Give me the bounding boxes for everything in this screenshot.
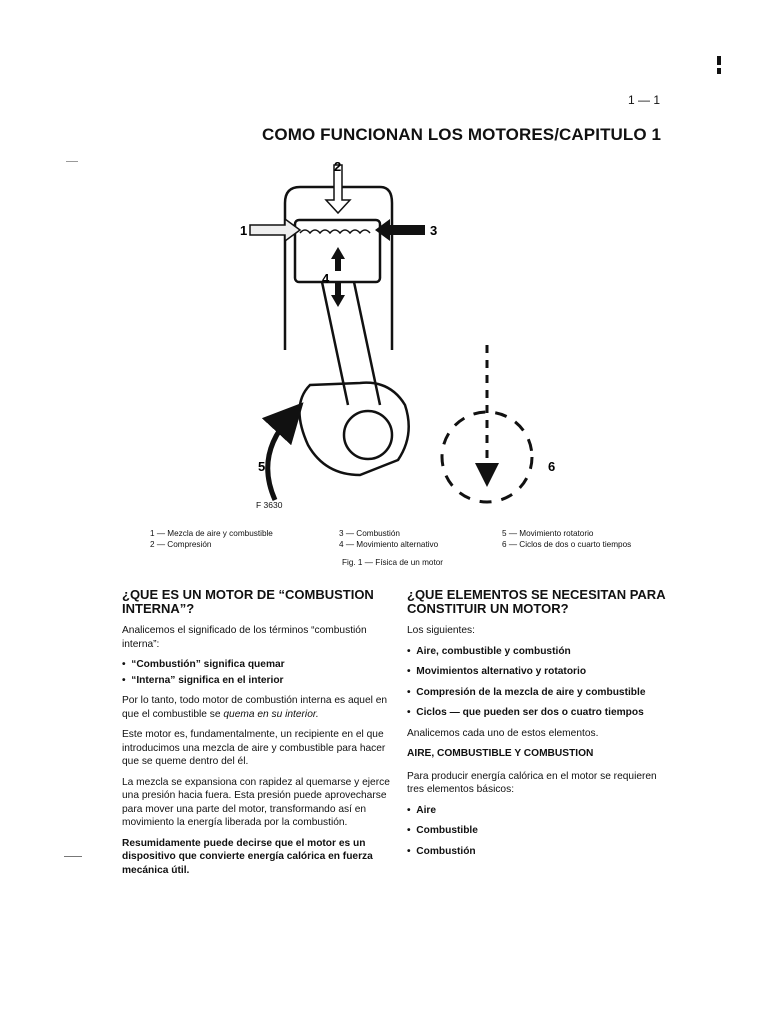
figure-label-5: 5: [258, 459, 266, 474]
legend-item: 4 — Movimiento alternativo: [339, 540, 439, 549]
right-heading: ¿QUE ELEMENTOS SE NECESITAN PARA CONSTITUIR UN MOTOR?: [407, 587, 666, 616]
left-intro: Analicemos el significado de los términos “combustión interna”:: [122, 625, 367, 650]
right-bullet-list: [407, 645, 675, 720]
right-intro: Los siguientes:: [407, 625, 475, 636]
arrow-5: [268, 417, 290, 500]
margin-mark: [66, 161, 78, 162]
figure-label-2: 2: [334, 159, 342, 174]
list-item: • Aire, combustible y combustión: [407, 645, 571, 657]
right-bullet-list-2: [407, 804, 675, 859]
right-paragraph: Para producir energía calórica en el motor se requieren tres elementos básicos:: [407, 770, 657, 795]
engine-diagram: [230, 155, 590, 515]
arrow-3: [375, 219, 425, 241]
page-number: 1 — 1: [628, 93, 661, 107]
legend-item: 2 — Compresión: [150, 540, 212, 549]
right-paragraph: Analicemos cada uno de estos elementos.: [407, 727, 599, 739]
legend-item: 5 — Movimiento rotatorio: [502, 529, 594, 538]
legend-column: [339, 528, 438, 550]
arrow-1: [250, 219, 300, 241]
list-item: • Movimientos alternativo y rotatorio: [407, 666, 587, 677]
list-item: • Combustible: [407, 825, 478, 836]
list-item: • Ciclos — que pueden ser dos o cuatro tiempos: [407, 707, 644, 718]
left-summary: Resumidamente puede decirse que el motor es un dispositivo que convierte energía calórica en fuerza mecánica útil.: [122, 837, 373, 876]
legend-item: 6 — Ciclos de dos o cuarto tiempos: [502, 540, 632, 549]
left-paragraph: Por lo tanto, todo motor de combustión interna es aquel en que el combustible se quema en su interior.: [122, 695, 388, 720]
page-title: COMO FUNCIONAN LOS MOTORES/CAPITULO 1: [262, 125, 662, 144]
arrow-4: [331, 282, 345, 307]
figure-code: F 3630: [256, 500, 283, 510]
right-column: [407, 588, 675, 865]
figure-label-1: 1: [240, 223, 248, 238]
figure-label-4: 4: [322, 271, 330, 286]
left-heading: ¿QUE ES UN MOTOR DE “COMBUSTION INTERNA”?: [122, 587, 374, 616]
margin-mark: [64, 856, 82, 857]
arrow-4: [331, 247, 345, 271]
crankpin: [344, 411, 392, 459]
figure-caption: Fig. 1 — Física de un motor: [342, 558, 444, 567]
legend-column: [150, 528, 273, 550]
legend-item: 3 — Combustión: [339, 529, 400, 538]
margin-mark: [717, 68, 721, 74]
left-paragraph: La mezcla se expansiona con rapidez al quemarse y ejerce una presión hacia fuera. Esta presión puede aprovecharse para mover una parte del motor, transformando así en movimiento la energía liberada por la combustión.: [122, 776, 390, 828]
list-item: • “Interna” significa en el interior: [122, 674, 284, 686]
legend-item: 1 — Mezcla de aire y combustible: [150, 529, 273, 538]
left-column: [122, 588, 390, 884]
margin-mark: [717, 56, 721, 65]
left-paragraph: Este motor es, fundamentalmente, un recipiente en el que introducimos una mezcla de aire y combustible para hacer que se queme dentro del él.: [122, 729, 386, 767]
list-item: • Aire: [407, 804, 437, 816]
combustion-flame: [300, 230, 370, 233]
list-item: • “Combustión” significa quemar: [122, 659, 285, 670]
figure-label-3: 3: [430, 223, 438, 238]
left-bullet-list: [122, 658, 390, 687]
connecting-rod: [322, 282, 380, 405]
list-item: • Combustión: [407, 845, 476, 857]
figure-label-6: 6: [548, 459, 556, 474]
list-item: • Compresión de la mezcla de aire y combustible: [407, 686, 646, 698]
legend-column: [502, 528, 631, 550]
right-subheading: AIRE, COMBUSTIBLE Y COMBUSTION: [407, 748, 594, 759]
